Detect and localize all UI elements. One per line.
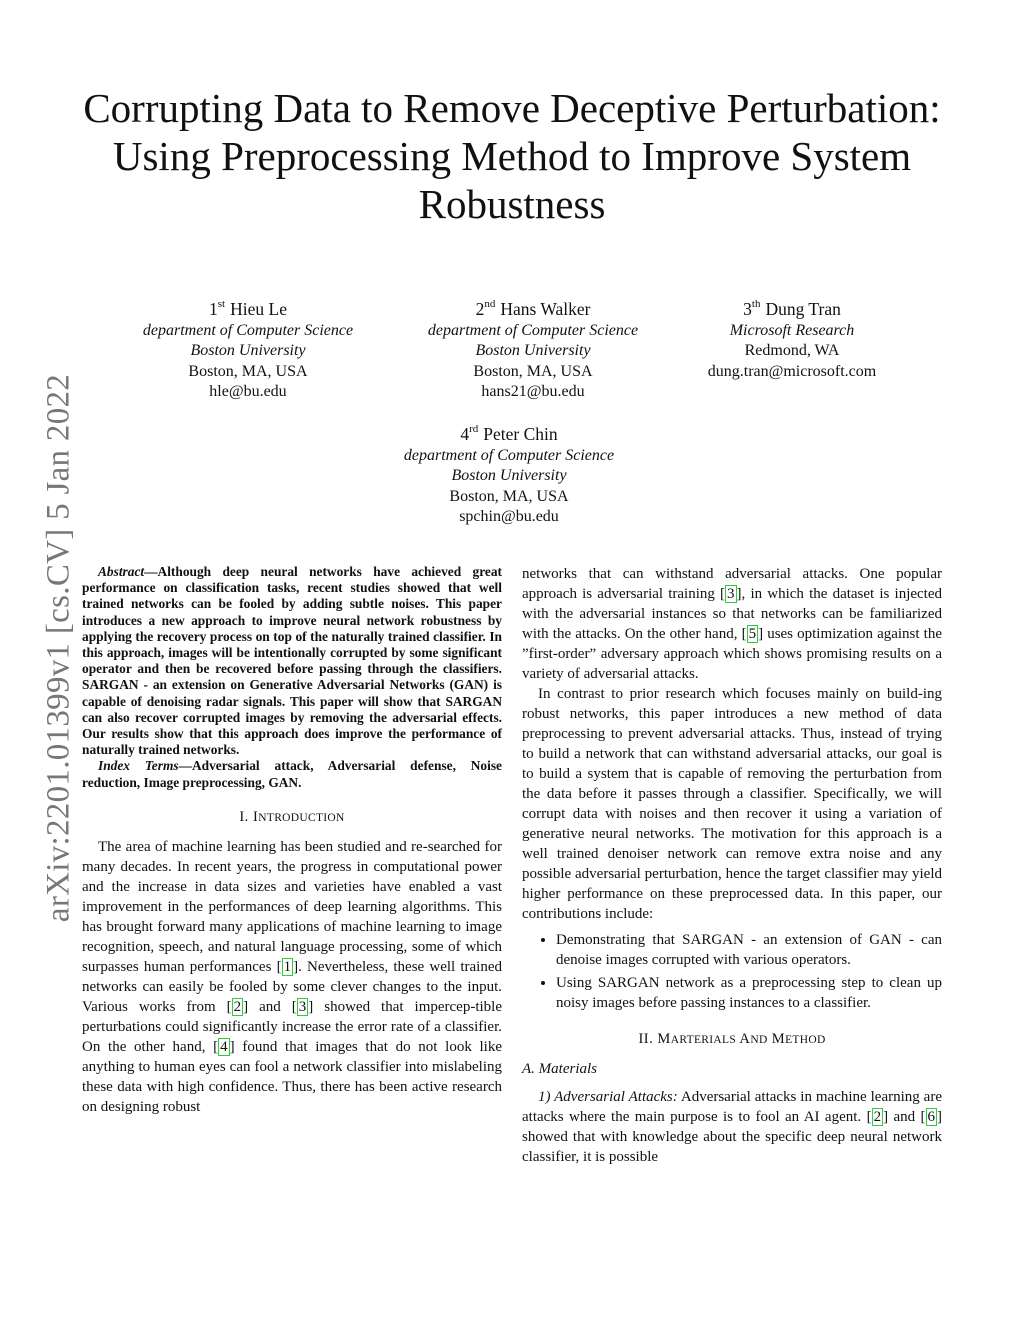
- author-email: hans21@bu.edu: [481, 383, 585, 401]
- title-line: Using Preprocessing Method to Improve System: [112, 133, 912, 179]
- title-line: Corrupting Data to Remove Deceptive Perturbation:: [83, 85, 941, 131]
- contributions-list: [522, 930, 942, 1013]
- author-dept: department of Computer Science: [403, 446, 615, 464]
- list-item: • Using SARGAN network as a preprocessing step to clean up noisy images before passing instances to a classifier.: [556, 973, 942, 1013]
- author-block: [383, 293, 683, 403]
- section-heading-introduction: I. INTRODUCTION: [239, 808, 345, 825]
- intro-paragraph: The area of machine learning has been studied and re-searched for many decades. In recent years, the progress in computational power and the increase in data sizes and varieties have enabled a vast improvement in the performances of deep learning algorithms. This has brought forward many applications of machine learning to image recognition, speech, and natural language processing, some of which surpasses human performances [ 1 ]. Nevertheless, these well trained networks can easily be fooled by some clever changes to the input. Various works from [ 2 ] and [ 3 ] showed that impercep-tible perturbations could significantly increase the error rate of a classifier. On the other hand, [ 4 ] found that images that do not look like anything to human eyes can fool a network classifier into mislabeling these data with high confidence. Thus, there has been active research on designing robust: [82, 838, 503, 1115]
- citation-link[interactable]: 5: [748, 626, 757, 642]
- left-column: [82, 564, 502, 1117]
- author-org: Boston University: [451, 467, 567, 485]
- abstract-label: Abstract: [98, 564, 145, 579]
- author-name-line: 4rd Peter Chin: [460, 423, 558, 444]
- section-heading-materials-method: II. MARTERIALS AND METHOD: [638, 1031, 826, 1047]
- paragraph-label: 1) Adversarial Attacks:: [538, 1089, 678, 1105]
- author-location: Redmond, WA: [744, 342, 840, 360]
- index-terms-label: Index Terms: [98, 758, 179, 774]
- author-block: [642, 293, 942, 382]
- author-dept: department of Computer Science: [142, 321, 354, 339]
- author-location: Boston, MA, USA: [449, 487, 569, 505]
- author-dept: department of Computer Science: [427, 321, 639, 339]
- author-email: spchin@bu.edu: [459, 508, 559, 526]
- author-org: Boston University: [475, 342, 591, 360]
- right-column: [522, 564, 942, 1167]
- author-email: dung.tran@microsoft.com: [707, 362, 877, 380]
- author-block: [359, 418, 659, 528]
- citation-link[interactable]: 4: [220, 1038, 228, 1055]
- body-paragraph: 1) Adversarial Attacks: Adversarial attacks in machine learning are attacks where the main purpose is to fool an AI agent. [ 2 ] and [ 6 ] showed that with knowledge about the specific deep neural network classifier, it is possible: [522, 1089, 942, 1165]
- citation-link[interactable]: 2: [233, 998, 242, 1015]
- author-name-line: 1st Hieu Le: [209, 298, 287, 319]
- abstract: [82, 564, 502, 758]
- author-org: Boston University: [190, 342, 306, 360]
- citation-link[interactable]: 2: [873, 1109, 882, 1125]
- body-paragraph: networks that can withstand adversarial attacks. One popular approach is adversarial training [ 3 ], in which the dataset is injected with the adversarial instances so that networks can be familiarized with the attacks. On the other hand, [ 5 ] uses optimization against the ”first-order” adversary approach which shows promising results on a variety of adversarial attacks.: [522, 566, 943, 682]
- title-line: Robustness: [418, 181, 606, 227]
- author-location: Boston, MA, USA: [188, 362, 308, 380]
- author-block: [98, 293, 398, 403]
- list-item: • Demonstrating that SARGAN - an extension of GAN - can denoise images corrupted with various operators.: [556, 930, 942, 970]
- author-org: Microsoft Research: [729, 321, 855, 339]
- arxiv-stamp: arXiv:2201.01399v1 [cs.CV] 5 Jan 2022: [40, 373, 77, 923]
- subsection-heading: A. Materials: [522, 1061, 597, 1077]
- paper-title: [60, 84, 964, 228]
- citation-link[interactable]: 3: [298, 998, 307, 1015]
- author-email: hle@bu.edu: [209, 383, 287, 401]
- author-location: Boston, MA, USA: [473, 362, 593, 380]
- body-paragraph: In contrast to prior research which focuses mainly on build-ing robust networks, this paper introduces a new method of data preprocessing to prevent adversarial attacks. Thus, instead of trying to build a network that can withstand adversarial attacks, our goal is to build a system that is capable of removing the perturbation from the data before it passes through a classifier. Specifically, we will corrupt data with noises and then recover it using a variation of generative neural networks. The motivation for this approach is a well trained denoiser network can remove extra noise and any possible adversarial perturbation, hence the target classifier may yield higher performance on these preprocessed data. In this paper, our contributions include:: [522, 686, 942, 922]
- citation-link[interactable]: 1: [283, 958, 292, 975]
- author-name-line: 3th Dung Tran: [743, 298, 841, 319]
- citation-link[interactable]: 6: [927, 1109, 935, 1125]
- index-terms-text: —Adversarial attack, Adversarial defense, Noise reduction, Image preprocessing, GAN.: [82, 758, 502, 790]
- abstract-text: —Although deep neural networks have achieved great performance on classification tasks, recent studies showed that well trained networks can be fooled by adding subtle noises. This paper introduces a new approach to improve neural network robustness by applying the recovery process on top of the naturally trained classifier. In this approach, images will be intentionally corrupted by some significant operator and then be recovered before passing through the classifiers. SARGAN - an extension on Generative Adversarial Networks (GAN) is capable of denoising radar signals. This paper will show that SARGAN can also recover corrupted images by removing the adversarial effects. Our results show that this approach does improve the performance of naturally trained networks.: [82, 564, 502, 758]
- citation-link[interactable]: 3: [727, 586, 735, 602]
- author-name-line: 2nd Hans Walker: [475, 298, 591, 319]
- index-terms: [82, 758, 502, 790]
